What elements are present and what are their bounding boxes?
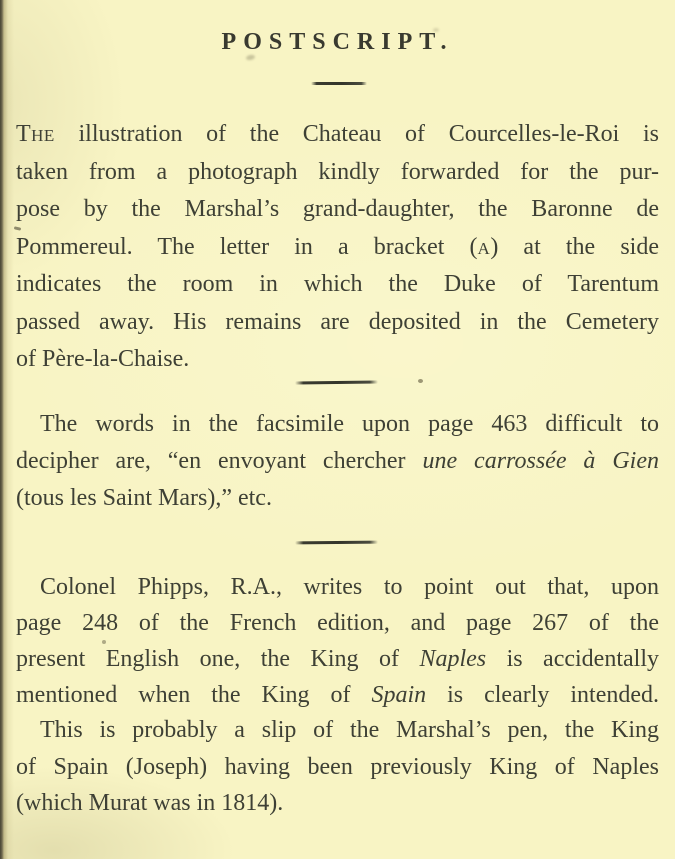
text-run: present English one, the King of bbox=[16, 646, 420, 672]
paper-speck bbox=[246, 54, 256, 61]
text-run: This is probably a slip of the Marshal’s pen, the King bbox=[40, 717, 659, 743]
text-run: mentioned when the King of bbox=[16, 682, 372, 708]
text-run-italic: une carrossée à Gien bbox=[422, 448, 659, 474]
text-line bbox=[16, 443, 659, 480]
text-run-smallcaps: a bbox=[477, 233, 491, 260]
paragraph-chateau bbox=[16, 116, 659, 379]
text-line bbox=[16, 191, 659, 229]
text-run: ) at the side bbox=[490, 233, 659, 260]
section-divider bbox=[295, 541, 378, 545]
section-divider bbox=[311, 82, 367, 85]
paragraph-facsimile bbox=[16, 406, 659, 517]
text-run: page 248 of the French edition, and page 267 of the bbox=[16, 610, 659, 636]
text-line bbox=[16, 154, 659, 192]
paper-speck bbox=[102, 640, 106, 644]
text-line bbox=[16, 406, 659, 443]
text-run: taken from a photograph kindly forwarded for the pur- bbox=[16, 158, 659, 185]
text-run: is clearly intended. bbox=[426, 682, 659, 708]
text-line bbox=[16, 749, 659, 786]
text-line bbox=[16, 480, 659, 517]
text-line bbox=[16, 712, 659, 749]
text-run-italic: Naples bbox=[419, 646, 487, 672]
page-title: POSTSCRIPT. bbox=[221, 29, 454, 56]
text-run: illustration of the Chateau of Courcelles-le-Roi is bbox=[54, 121, 659, 147]
text-run: passed away. His remains are deposited in the Cemetery bbox=[16, 308, 659, 335]
text-line bbox=[16, 785, 659, 822]
text-run: The words in the facsimile upon page 463 difficult to bbox=[40, 411, 659, 437]
text-run: of Spain (Joseph) having been previously King of Naples bbox=[16, 753, 659, 780]
text-line bbox=[16, 266, 659, 304]
text-run: is accidentally bbox=[486, 646, 659, 672]
text-line bbox=[16, 229, 659, 267]
paper-speck bbox=[433, 28, 439, 32]
paper-speck bbox=[418, 379, 423, 383]
paragraph-slip-of-pen bbox=[16, 712, 659, 822]
paragraph-phipps bbox=[16, 569, 659, 713]
text-run: indicates the room in which the Duke of Tarentum bbox=[16, 271, 659, 297]
text-run: (tous les Saint Mars),” etc. bbox=[16, 485, 272, 511]
text-line bbox=[16, 641, 659, 677]
text-line bbox=[16, 116, 659, 154]
paper-speck bbox=[14, 226, 21, 230]
text-line bbox=[16, 304, 659, 342]
text-run: decipher are, “en envoyant chercher bbox=[16, 448, 423, 474]
text-line bbox=[16, 341, 659, 379]
text-run: Pommereul. The letter in a bracket ( bbox=[16, 233, 478, 260]
text-line bbox=[16, 605, 659, 641]
section-divider bbox=[295, 380, 378, 384]
text-line bbox=[16, 677, 659, 713]
text-line bbox=[16, 569, 659, 605]
text-run: of Père-la-Chaise. bbox=[16, 346, 190, 372]
text-run: pose by the Marshal’s grand-daughter, the Baronne de bbox=[16, 196, 659, 222]
text-run-smallcaps: The bbox=[16, 121, 55, 147]
text-run: (which Murat was in 1814). bbox=[16, 790, 284, 816]
text-run: Colonel Phipps, R.A., writes to point out that, upon bbox=[40, 574, 659, 600]
text-run-italic: Spain bbox=[371, 682, 427, 708]
